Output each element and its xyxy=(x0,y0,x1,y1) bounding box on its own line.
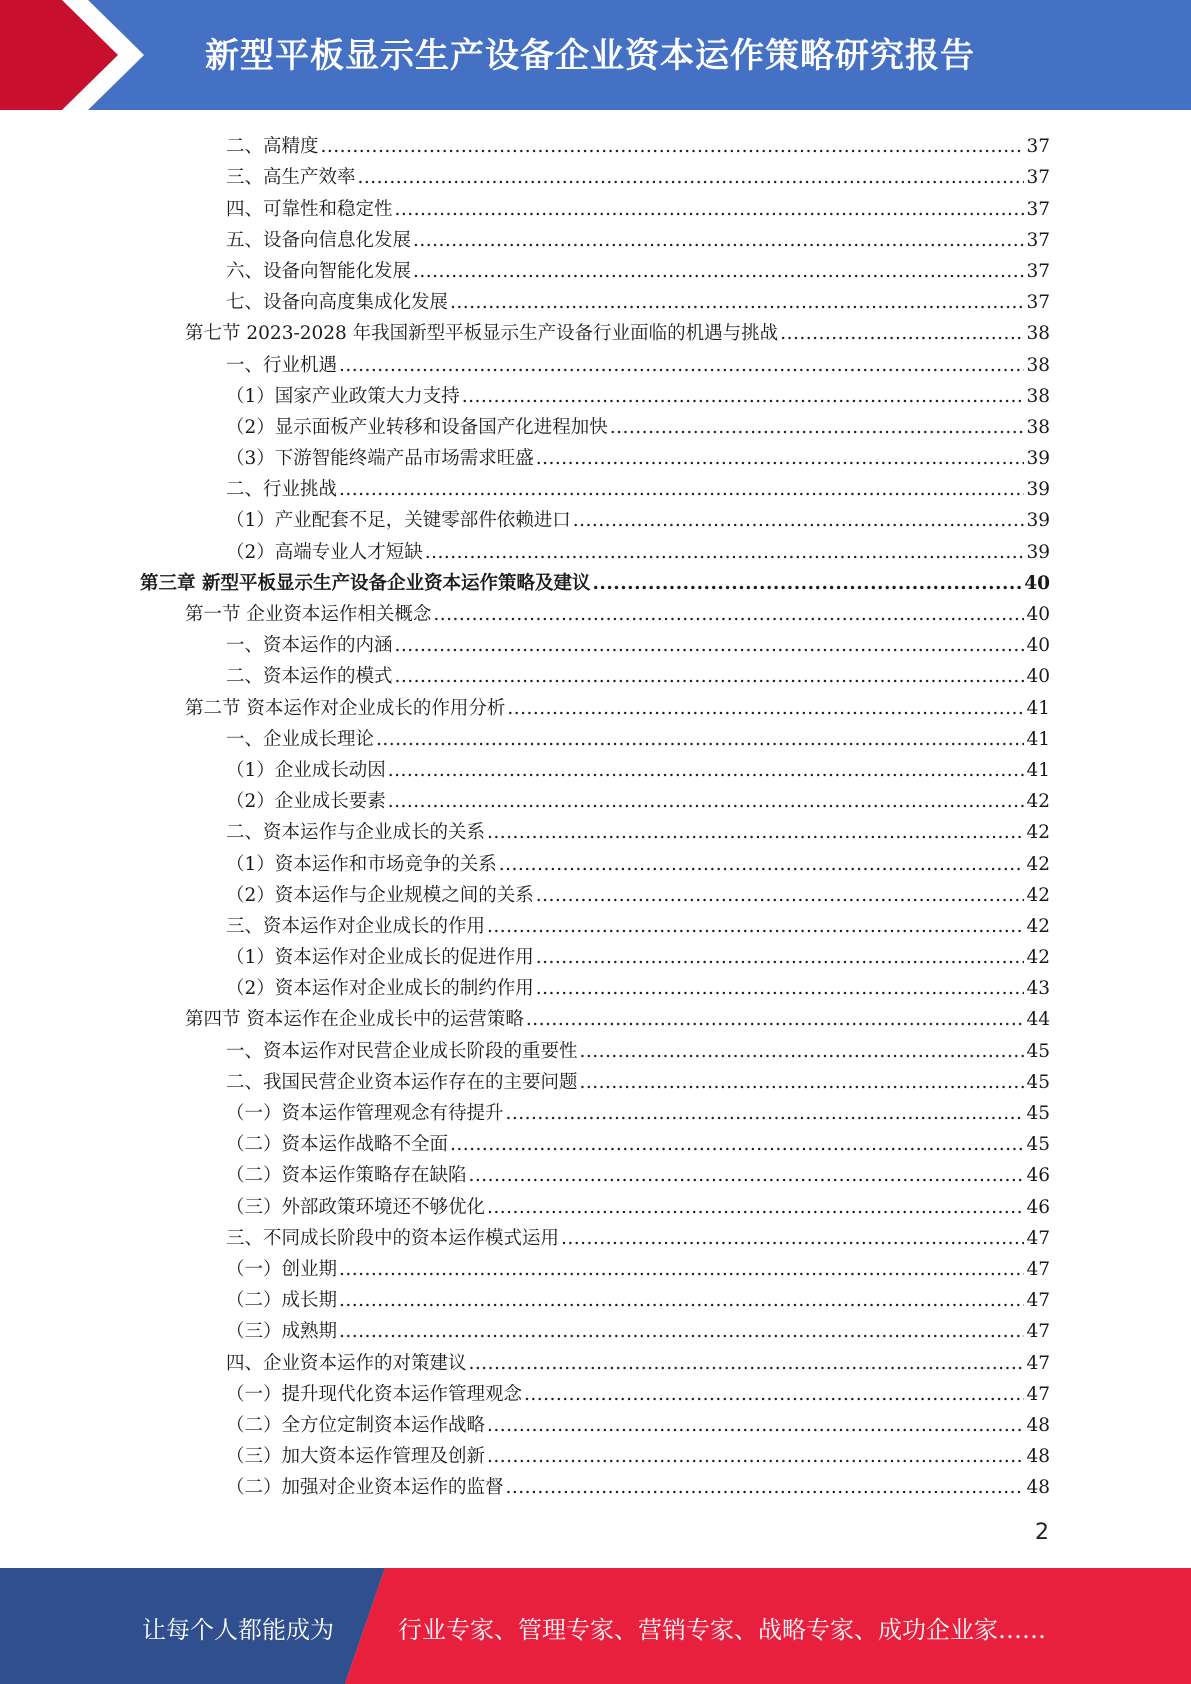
toc-entry-page: 39 xyxy=(1026,541,1050,563)
toc-leader-dots xyxy=(487,1414,1024,1438)
toc-entry-page: 47 xyxy=(1026,1258,1050,1280)
toc-entry-title: 三、资本运作对企业成长的作用 xyxy=(226,915,486,937)
toc-entry[interactable] xyxy=(140,1001,1050,1032)
toc-entry-page: 48 xyxy=(1026,1414,1050,1436)
toc-entry-page: 42 xyxy=(1026,915,1050,937)
toc-leader-dots xyxy=(592,572,1022,596)
toc-entry-title: （2）企业成长要素 xyxy=(226,791,386,813)
toc-leader-dots xyxy=(580,1071,1025,1095)
toc-entry-title: 四、企业资本运作的对策建议 xyxy=(226,1352,467,1374)
toc-entry[interactable] xyxy=(140,378,1050,409)
toc-leader-dots xyxy=(395,198,1025,222)
toc-leader-dots xyxy=(536,884,1025,908)
toc-entry-title: （三）外部政策环境还不够优化 xyxy=(226,1196,486,1218)
toc-leader-dots xyxy=(580,1040,1025,1064)
toc-leader-dots xyxy=(610,416,1025,440)
toc-leader-dots xyxy=(395,665,1025,689)
toc-entry[interactable] xyxy=(140,1376,1050,1407)
toc-leader-dots xyxy=(469,1164,1025,1188)
toc-entry-title: 第一节 企业资本运作相关概念 xyxy=(185,604,432,625)
toc-leader-dots xyxy=(526,1008,1025,1032)
toc-entry[interactable] xyxy=(140,970,1050,1001)
toc-entry-title: 二、高精度 xyxy=(226,136,319,158)
toc-entry[interactable] xyxy=(140,159,1050,190)
toc-entry-title: （2）显示面板产业转移和设备国产化进程加快 xyxy=(226,416,608,438)
toc-entry-page: 47 xyxy=(1026,1352,1050,1374)
toc-entry-title: 二、资本运作的模式 xyxy=(226,666,393,688)
toc-entry-page: 43 xyxy=(1026,978,1050,1000)
toc-entry[interactable] xyxy=(140,658,1050,689)
toc-leader-dots xyxy=(388,759,1025,783)
toc-entry-title: （2）资本运作与企业规模之间的关系 xyxy=(226,884,534,906)
toc-entry-page: 37 xyxy=(1026,136,1050,158)
toc-entry-title: （3）下游智能终端产品市场需求旺盛 xyxy=(226,448,534,470)
toc-entry-page: 39 xyxy=(1026,448,1050,470)
toc-entry[interactable] xyxy=(140,814,1050,845)
toc-leader-dots xyxy=(780,322,1024,346)
toc-entry[interactable] xyxy=(140,1126,1050,1157)
toc-entry[interactable] xyxy=(140,409,1050,440)
toc-entry[interactable] xyxy=(140,253,1050,284)
toc-entry-title: （一）资本运作管理观念有待提升 xyxy=(226,1103,504,1124)
toc-entry-title: （1）资本运作和市场竞争的关系 xyxy=(226,853,497,875)
toc-entry-title: 第三章 新型平板显示生产设备企业资本运作策略及建议 xyxy=(140,572,591,594)
toc-entry-title: 一、资本运作对民营企业成长阶段的重要性 xyxy=(226,1040,578,1062)
toc-entry-page: 39 xyxy=(1026,479,1050,501)
toc-entry-title: 六、设备向智能化发展 xyxy=(226,260,412,282)
toc-entry[interactable] xyxy=(140,1469,1050,1500)
toc-entry[interactable] xyxy=(140,1313,1050,1344)
toc-entry[interactable] xyxy=(140,1064,1050,1095)
toc-entry-page: 42 xyxy=(1026,791,1050,813)
toc-leader-dots xyxy=(339,1320,1024,1344)
toc-entry[interactable] xyxy=(140,845,1050,876)
toc-entry[interactable] xyxy=(140,1188,1050,1219)
page-number: 2 xyxy=(1035,1520,1049,1545)
toc-entry-page: 38 xyxy=(1026,385,1050,407)
toc-entry-page: 38 xyxy=(1026,323,1050,345)
toc-entry-page: 45 xyxy=(1026,1071,1050,1093)
toc-entry-title: （二）资本运作战略不全面 xyxy=(226,1134,449,1156)
toc-leader-dots xyxy=(388,790,1025,814)
toc-entry-page: 47 xyxy=(1026,1227,1050,1249)
toc-entry-page: 42 xyxy=(1026,853,1050,875)
toc-entry[interactable] xyxy=(140,596,1050,627)
toc-entry-title: 二、行业挑战 xyxy=(226,479,338,501)
toc-entry-title: （2）高端专业人才短缺 xyxy=(226,541,423,563)
toc-leader-dots xyxy=(339,478,1024,502)
toc-entry[interactable] xyxy=(140,565,1050,596)
toc-entry-title: 第七节 2023-2028 年我国新型平板显示生产设备行业面临的机遇与挑战 xyxy=(185,323,779,345)
toc-entry-title: 五、设备向信息化发展 xyxy=(226,229,412,251)
toc-entry-title: 七、设备向高度集成化发展 xyxy=(226,292,449,314)
toc-leader-dots xyxy=(506,1476,1025,1500)
toc-leader-dots xyxy=(507,697,1024,721)
toc-leader-dots xyxy=(321,135,1025,159)
toc-entry-page: 39 xyxy=(1026,510,1050,532)
toc-leader-dots xyxy=(487,1445,1024,1469)
toc-leader-dots xyxy=(536,977,1025,1001)
toc-entry-title: 三、高生产效率 xyxy=(226,167,356,189)
toc-entry-page: 40 xyxy=(1024,572,1050,594)
toc-entry[interactable] xyxy=(140,1220,1050,1251)
toc-entry-title: （二）成长期 xyxy=(226,1290,338,1312)
toc-entry[interactable] xyxy=(140,752,1050,783)
toc-leader-dots xyxy=(524,1383,1024,1407)
toc-entry-title: 第四节 资本运作在企业成长中的运营策略 xyxy=(185,1009,524,1031)
toc-entry-title: 一、资本运作的内涵 xyxy=(226,635,393,657)
toc-entry[interactable] xyxy=(140,471,1050,502)
toc-entry[interactable] xyxy=(140,1095,1050,1126)
toc-entry-page: 42 xyxy=(1026,947,1050,969)
toc-leader-dots xyxy=(339,1258,1024,1282)
toc-entry-page: 41 xyxy=(1026,759,1050,781)
toc-entry-title: 第二节 资本运作对企业成长的作用分析 xyxy=(185,697,506,719)
toc-entry[interactable] xyxy=(140,689,1050,720)
toc-entry[interactable] xyxy=(140,128,1050,159)
footer-slogan-right: 行业专家、管理专家、营销专家、战略专家、成功企业家…… xyxy=(398,1616,1046,1644)
toc-entry-page: 42 xyxy=(1026,822,1050,844)
toc-entry-title: （二）加强对企业资本运作的监督 xyxy=(226,1477,504,1499)
toc-leader-dots xyxy=(462,385,1025,409)
toc-leader-dots xyxy=(376,728,1024,752)
toc-entry-title: （二）全方位定制资本运作战略 xyxy=(226,1414,486,1436)
toc-leader-dots xyxy=(487,915,1024,939)
toc-entry-title: 一、企业成长理论 xyxy=(226,728,375,750)
toc-entry-page: 37 xyxy=(1026,167,1050,189)
toc-entry[interactable] xyxy=(140,627,1050,658)
toc-entry-title: （1）产业配套不足，关键零部件依赖进口 xyxy=(226,510,571,532)
page-header xyxy=(0,0,1191,110)
toc-leader-dots xyxy=(506,1102,1025,1126)
toc-leader-dots xyxy=(536,447,1025,471)
toc-entry[interactable] xyxy=(140,1157,1050,1188)
toc-entry-title: （1）企业成长动因 xyxy=(226,759,386,781)
toc-entry[interactable] xyxy=(140,284,1050,315)
toc-leader-dots xyxy=(413,260,1024,284)
toc-leader-dots xyxy=(499,853,1025,877)
toc-entry-page: 40 xyxy=(1026,635,1050,657)
footer-slogan-left: 让每个人都能成为 xyxy=(142,1616,334,1644)
toc-entry-title: （二）资本运作策略存在缺陷 xyxy=(226,1165,467,1187)
toc-entry-title: 一、行业机遇 xyxy=(226,354,338,376)
toc-entry[interactable] xyxy=(140,721,1050,752)
toc-entry-page: 37 xyxy=(1026,292,1050,314)
toc-leader-dots xyxy=(573,509,1025,533)
toc-leader-dots xyxy=(469,1352,1025,1376)
toc-entry-page: 48 xyxy=(1026,1446,1050,1468)
toc-entry[interactable] xyxy=(140,315,1050,346)
toc-entry[interactable] xyxy=(140,939,1050,970)
toc-entry-page: 47 xyxy=(1026,1290,1050,1312)
toc-entry[interactable] xyxy=(140,877,1050,908)
toc-entry-title: （2）资本运作对企业成长的制约作用 xyxy=(226,978,534,1000)
toc-entry-title: （一）提升现代化资本运作管理观念 xyxy=(226,1383,523,1405)
toc-entry[interactable] xyxy=(140,1251,1050,1282)
toc-leader-dots xyxy=(433,603,1024,627)
toc-entry-page: 47 xyxy=(1026,1383,1050,1405)
toc-entry-page: 41 xyxy=(1026,728,1050,750)
toc-entry-title: （三）成熟期 xyxy=(226,1321,338,1343)
toc-entry[interactable] xyxy=(140,908,1050,939)
page-footer xyxy=(0,1568,1191,1684)
toc-entry-page: 37 xyxy=(1026,260,1050,282)
toc-leader-dots xyxy=(561,1227,1024,1251)
toc-entry-page: 42 xyxy=(1026,884,1050,906)
report-title: 新型平板显示生产设备企业资本运作策略研究报告 xyxy=(205,36,975,76)
toc-entry[interactable] xyxy=(140,440,1050,471)
toc-entry-title: （三）加大资本运作管理及创新 xyxy=(226,1446,486,1468)
toc-entry-page: 46 xyxy=(1026,1165,1050,1187)
toc-entry-page: 40 xyxy=(1026,604,1050,625)
toc-entry[interactable] xyxy=(140,1032,1050,1063)
toc-entry-page: 38 xyxy=(1026,354,1050,376)
toc-entry-title: 二、我国民营企业资本运作存在的主要问题 xyxy=(226,1071,578,1093)
toc-entry[interactable] xyxy=(140,1438,1050,1469)
toc-entry-page: 45 xyxy=(1026,1134,1050,1156)
toc-leader-dots xyxy=(487,1196,1024,1220)
toc-leader-dots xyxy=(487,821,1024,845)
toc-leader-dots xyxy=(358,166,1025,190)
toc-leader-dots xyxy=(413,229,1024,253)
toc-leader-dots xyxy=(450,1133,1024,1157)
toc-leader-dots xyxy=(339,1289,1024,1313)
toc-entry-title: 三、不同成长阶段中的资本运作模式运用 xyxy=(226,1227,560,1249)
toc-entry-page: 47 xyxy=(1026,1321,1050,1343)
toc-entry-title: （一）创业期 xyxy=(226,1258,338,1280)
toc-entry-page: 45 xyxy=(1026,1103,1050,1124)
toc-entry[interactable] xyxy=(140,502,1050,533)
toc-entry-page: 37 xyxy=(1026,229,1050,251)
toc-entry-title: 四、可靠性和稳定性 xyxy=(226,198,393,220)
toc-entry-page: 44 xyxy=(1026,1009,1050,1031)
toc-entry[interactable] xyxy=(140,783,1050,814)
toc-entry[interactable] xyxy=(140,1282,1050,1313)
toc-leader-dots xyxy=(339,354,1024,378)
toc-entry[interactable] xyxy=(140,1407,1050,1438)
toc-entry-page: 45 xyxy=(1026,1040,1050,1062)
toc-leader-dots xyxy=(536,946,1025,970)
toc-entry[interactable] xyxy=(140,222,1050,253)
toc-entry-title: （1）国家产业政策大力支持 xyxy=(226,385,460,407)
toc-entry-page: 40 xyxy=(1026,666,1050,688)
toc-entry-page: 37 xyxy=(1026,198,1050,220)
toc-entry-page: 41 xyxy=(1026,697,1050,719)
toc-entry-title: 二、资本运作与企业成长的关系 xyxy=(226,822,486,844)
toc-leader-dots xyxy=(425,541,1025,565)
toc-leader-dots xyxy=(450,291,1024,315)
table-of-contents xyxy=(140,128,1050,1500)
toc-entry[interactable] xyxy=(140,1344,1050,1375)
toc-entry-page: 46 xyxy=(1026,1196,1050,1218)
toc-entry-title: （1）资本运作对企业成长的促进作用 xyxy=(226,947,534,969)
toc-entry-page: 48 xyxy=(1026,1477,1050,1499)
toc-leader-dots xyxy=(395,634,1025,658)
toc-entry-page: 38 xyxy=(1026,416,1050,438)
toc-entry[interactable] xyxy=(140,346,1050,377)
toc-entry[interactable] xyxy=(140,190,1050,221)
toc-entry[interactable] xyxy=(140,533,1050,564)
